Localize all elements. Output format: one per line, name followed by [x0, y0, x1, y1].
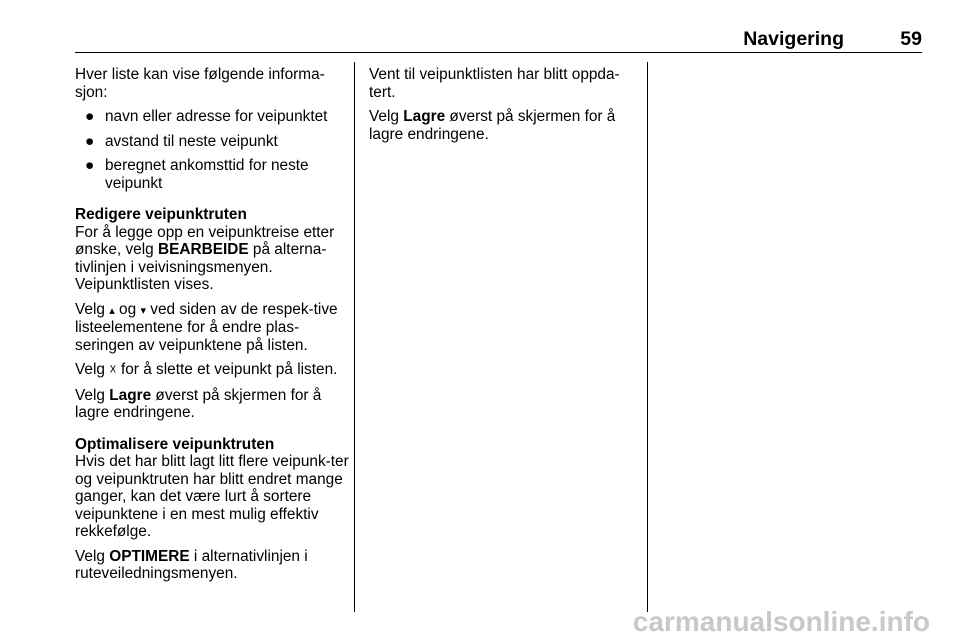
middle-column: [369, 66, 639, 150]
bullet-icon: ●: [85, 108, 95, 125]
watermark: carmanualsonline.info: [632, 606, 930, 637]
list-item: ● avstand til neste veipunkt: [85, 132, 278, 150]
header-divider: [75, 52, 922, 53]
paragraph: For å legge opp en veipunktreise etter ønske, velg BEARBEIDE på alterna-tivlinjen i veivisningsmenyen. Veipunktlisten vises.: [75, 223, 335, 293]
paragraph: Vent til veipunktlisten har blitt oppda-tert.: [369, 66, 620, 101]
paragraph: Velg Lagre øverst på skjermen for å lagre endringene.: [369, 108, 616, 143]
option-label: OPTIMERE: [109, 547, 190, 565]
list-item: ● navn eller adresse for veipunktet: [85, 108, 328, 125]
section-heading-optimize: Optimalisere veipunktruten: [75, 435, 275, 453]
paragraph: Velg ☓ for å slette et veipunkt på listen.: [75, 361, 338, 378]
bullet-icon: ●: [85, 157, 95, 174]
paragraph: Velg OPTIMERE i alternativlinjen i ruteveiledningsmenyen.: [75, 547, 308, 582]
intro-text: Hver liste kan vise følgende informa-sjon:: [75, 66, 325, 101]
option-label: Lagre: [403, 108, 446, 125]
option-label: Lagre: [109, 386, 152, 404]
paragraph: Velg Lagre øverst på skjermen for å lagre endringene.: [75, 386, 322, 421]
bullet-icon: ●: [85, 132, 95, 150]
page-title: Navigering: [743, 28, 844, 50]
page-number: 59: [900, 28, 922, 50]
arrow-up-icon: ▴: [109, 303, 115, 317]
list-item: ● beregnet ankomsttid for neste veipunkt: [85, 157, 309, 192]
option-label: BEARBEIDE: [157, 241, 249, 258]
arrow-down-icon: ▾: [140, 303, 146, 317]
info-list: [75, 108, 351, 192]
delete-icon: ☓: [109, 362, 117, 378]
paragraph: Hvis det har blitt lagt litt flere veipunk-ter og veipunktruten har blitt endret mange ganger, kan det være lurt å sortere veipunktene i en mest mulig effektiv rekkefølge.: [75, 453, 349, 540]
column-divider-left: [354, 62, 355, 612]
left-column: [75, 66, 351, 590]
section-heading-edit: Redigere veipunktruten: [75, 206, 247, 223]
column-divider-right: [647, 62, 648, 612]
paragraph: Velg ▴ og ▾ ved siden av de respek-tive listeelementene for å endre plas-seringen av veipunktene på listen.: [75, 300, 338, 354]
